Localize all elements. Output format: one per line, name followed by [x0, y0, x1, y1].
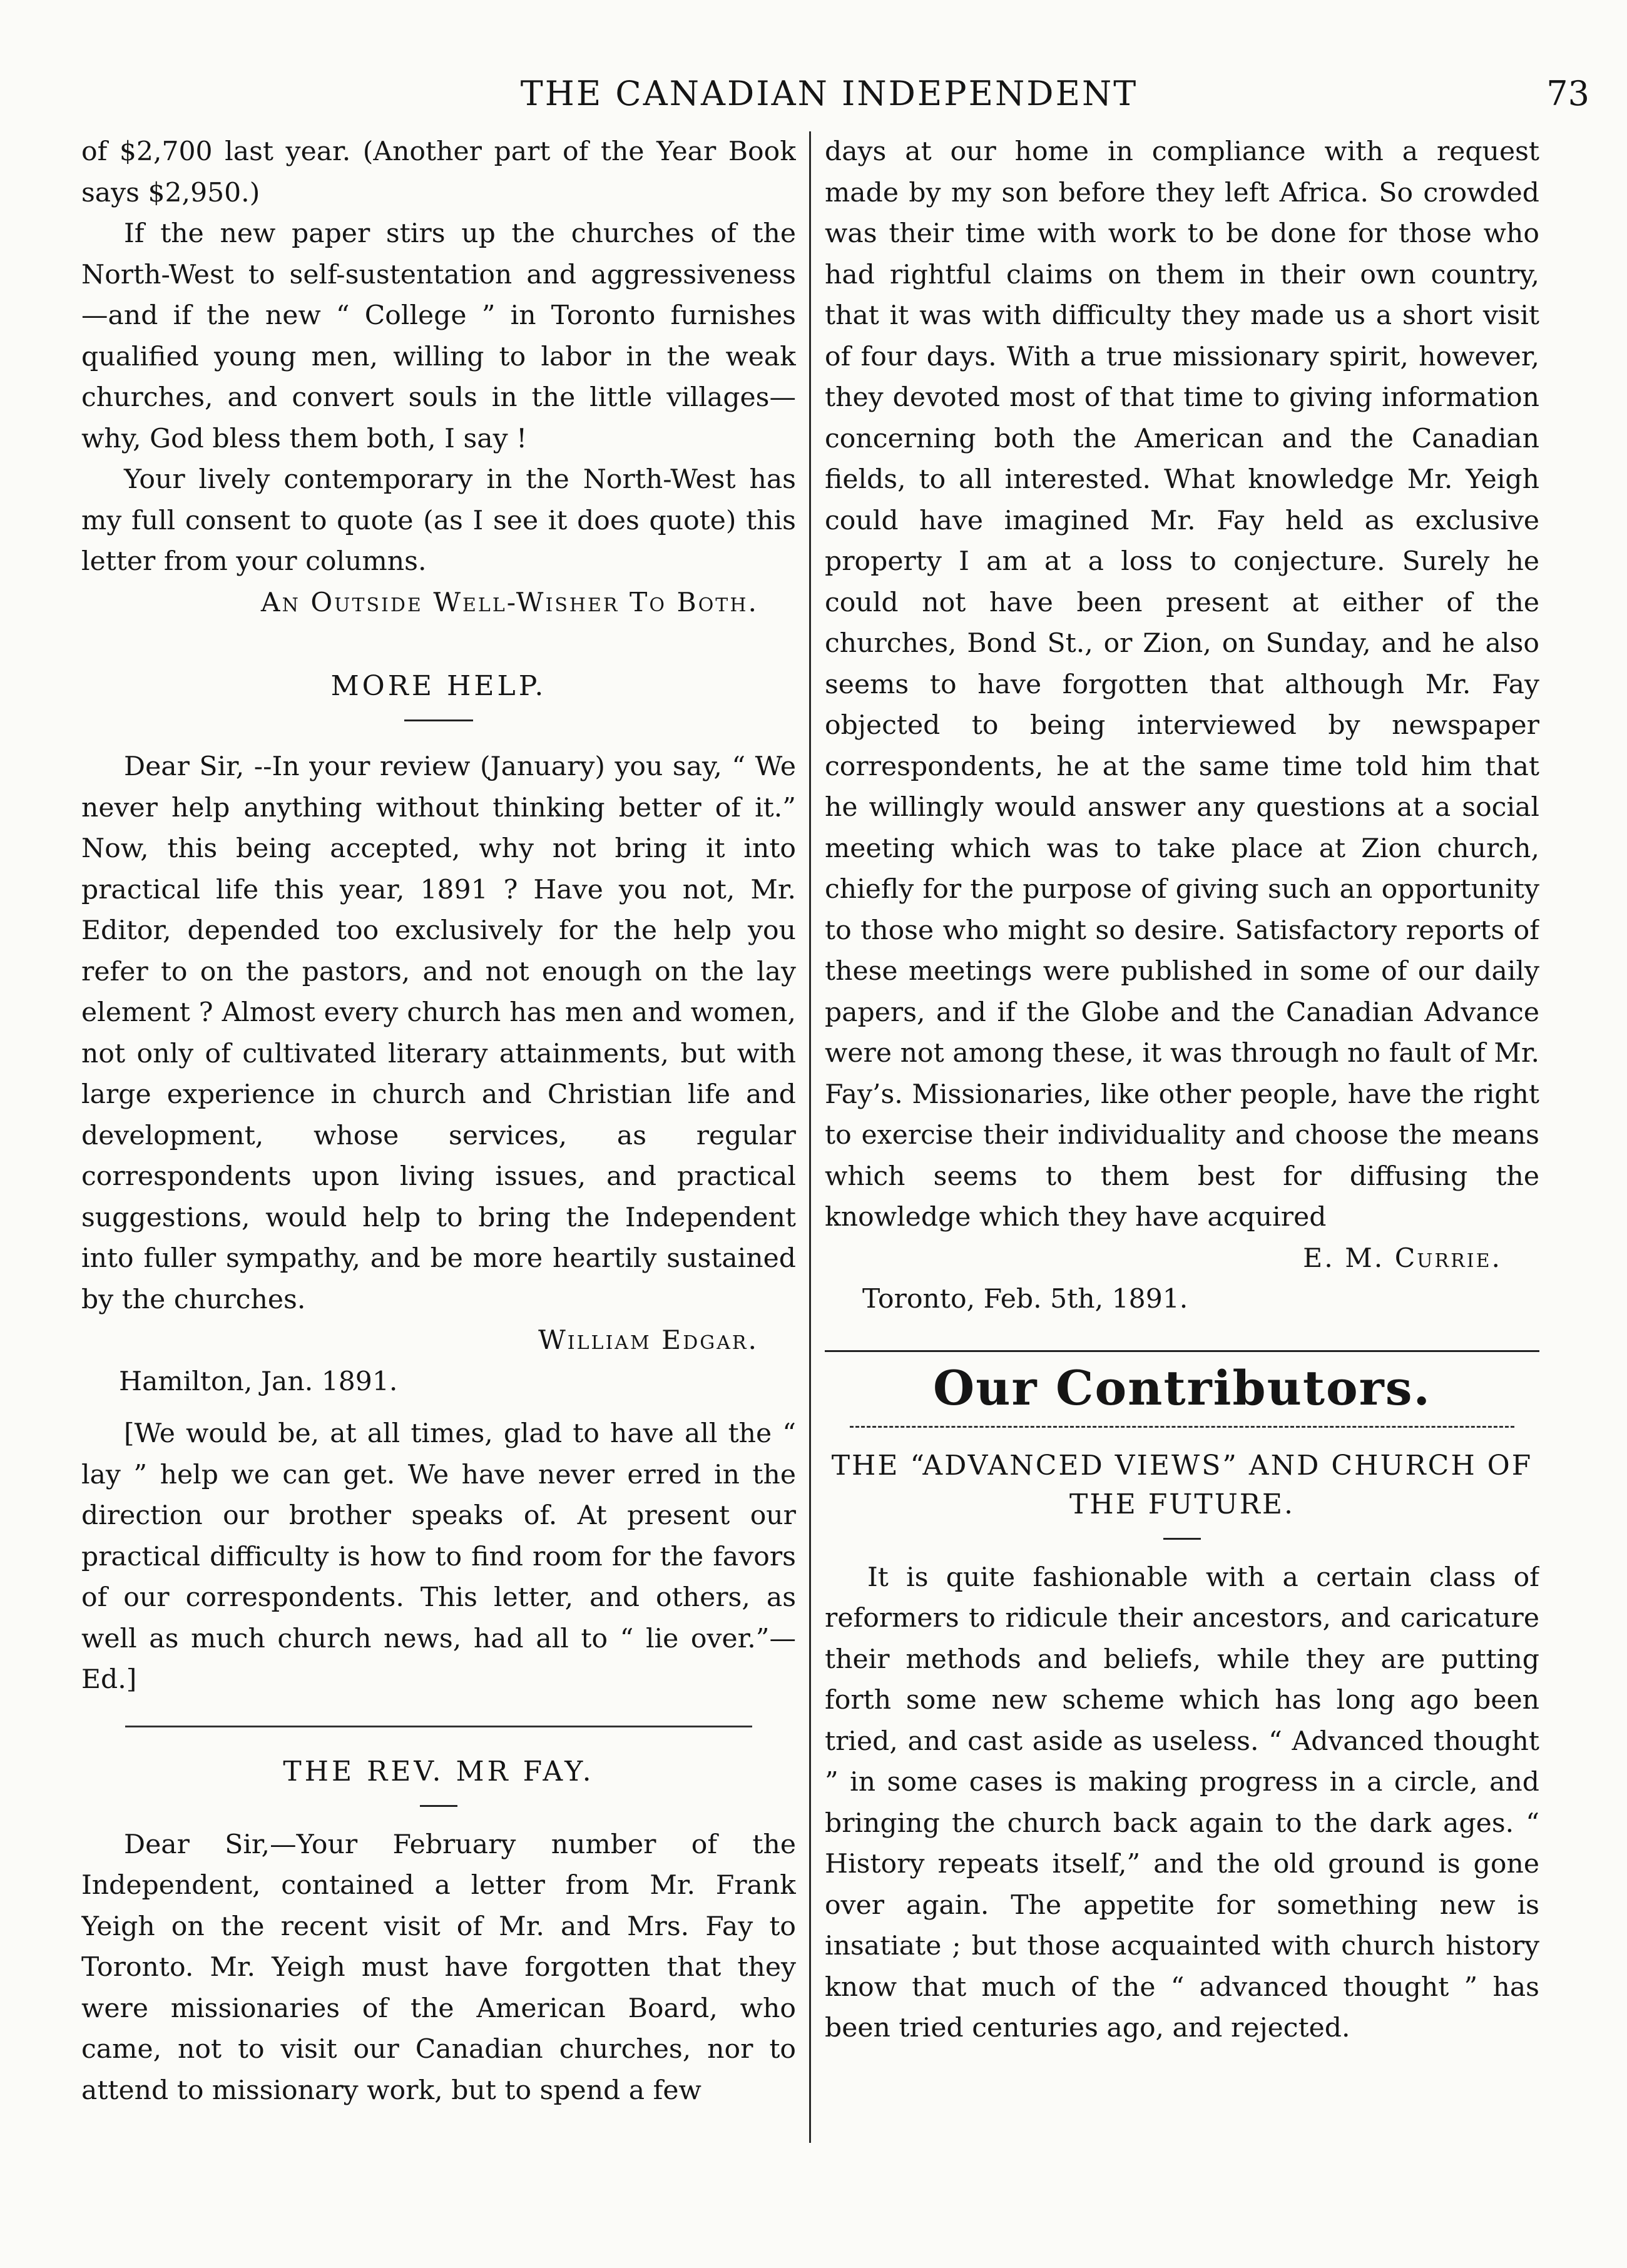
rev-fay-heading: THE REV. MR FAY.	[283, 1755, 594, 1787]
more-help-letter: Dear Sir, --In your review (January) you say, “ We never help anything without thinking better of it.” Now, this being accepted, why not bring it into practical life this year, 1891 ? Have you not, Mr. Editor, depended too exclusively for the help you refer to on the pastors, and not enough on the lay element ? Almost every church has men and women, not only of cultivated literary attainments, but with large experience in church and Christian life and development, whose services, as regular correspondents upon living issues, and practical suggestions, would help to bring the Independent into fuller sympathy, and be more heartily sustained by the churches.	[81, 751, 796, 1315]
contributors-banner	[825, 1350, 1539, 1428]
heading-rule	[420, 1805, 457, 1807]
right-column	[825, 131, 1539, 2143]
running-title: THE CANADIAN INDEPENDENT	[520, 74, 1138, 113]
page-number: 73	[1546, 74, 1589, 113]
more-help-signature: William Edgar.	[538, 1325, 758, 1356]
advanced-views-heading: THE “ADVANCED VIEWS” AND CHURCH OF THE FUTURE.	[831, 1449, 1533, 1520]
intro-paragraph-2: If the new paper stirs up the churches of the North-West to self-sustentation and aggressiveness —and if the new “ College ” in Toronto furnishes qualified young men, willing to labor in the weak churches, and convert souls in the little villages— why, God bless them both, I say !	[81, 218, 796, 454]
rev-fay-letter: Dear Sir,—Your February number of the Independent, contained a letter from Mr. Frank Yeigh on the recent visit of Mr. and Mrs. Fay to Toronto. Mr. Yeigh must have forgotten that they were missionaries of the American Board, who came, not to visit our Canadian churches, nor to attend to missionary work, but to spend a few	[81, 1829, 796, 2106]
heading-rule	[404, 720, 473, 721]
contributors-rule	[850, 1426, 1514, 1428]
page-header	[69, 74, 1589, 130]
left-column	[81, 131, 796, 2143]
more-help-dateline: Hamilton, Jan. 1891.	[119, 1366, 398, 1397]
editor-note: [We would be, at all times, glad to have all the “ lay ” help we can get. We have never erred in the direction our brother speaks of. At present our practical difficulty is how to find room for the favors of our correspondents. This letter, and others, as well as much church news, had all to “ lie over.”—Ed.]	[81, 1418, 796, 1695]
rev-fay-signature: E. M. Currie.	[1303, 1243, 1502, 1274]
contributors-title: Our Contributors.	[933, 1360, 1431, 1416]
column-rule	[809, 131, 811, 2143]
intro-paragraph-1: of $2,700 last year. (Another part of the Year Book says $2,950.)	[81, 136, 796, 208]
more-help-heading: MORE HELP.	[330, 670, 547, 702]
intro-paragraph-3: Your lively contemporary in the North-West has my full consent to quote (as I see it does quote) this letter from your columns.	[81, 464, 796, 577]
rev-fay-continuation: days at our home in compliance with a request made by my son before they left Africa. So crowded was their time with work to be done for those who had rightful claims on them in their own country, that it was with difficulty they made us a short visit of four days. With a true missionary spirit, however, they devoted most of that time to giving information concerning both the American and the Canadian fields, to all interested. What knowledge Mr. Yeigh could have imagined Mr. Fay held as exclusive property I am at a loss to conjecture. Surely he could not have been present at either of the churches, Bond St., or Zion, on Sunday, and he also seems to have forgotten that although Mr. Fay objected to being interviewed by newspaper correspondents, he at the same time told him that he willingly would answer any questions at a social meeting which was to take place at Zion church, chiefly for the purpose of giving such an opportunity to those who might so desire. Satisfactory reports of these meetings were published in some of our daily papers, and if the Globe and the Canadian Advance were not among these, it was through no fault of Mr. Fay’s. Missionaries, like other people, have the right to exercise their individuality and choose the means which seems to them best for diffusing the knowledge which they have acquired	[825, 136, 1539, 1233]
intro-signature: An Outside Well-Wisher To Both.	[260, 587, 758, 618]
advanced-views-paragraph: It is quite fashionable with a certain class of reformers to ridicule their ancestors, and caricature their methods and beliefs, while they are putting forth some new scheme which has long ago been tried, and cast aside as useless. “ Advanced thought ” in some cases is making progress in a circle, and bringing the church back again to the dark ages. “ History repeats itself,” and the old ground is gone over again. The appetite for something new is insatiate ; but those acquainted with church history know that much of the “ advanced thought ” has been tried centuries ago, and rejected.	[825, 1562, 1539, 2043]
heading-rule	[1163, 1538, 1201, 1540]
section-divider	[125, 1726, 752, 1727]
rev-fay-dateline: Toronto, Feb. 5th, 1891.	[862, 1284, 1188, 1315]
